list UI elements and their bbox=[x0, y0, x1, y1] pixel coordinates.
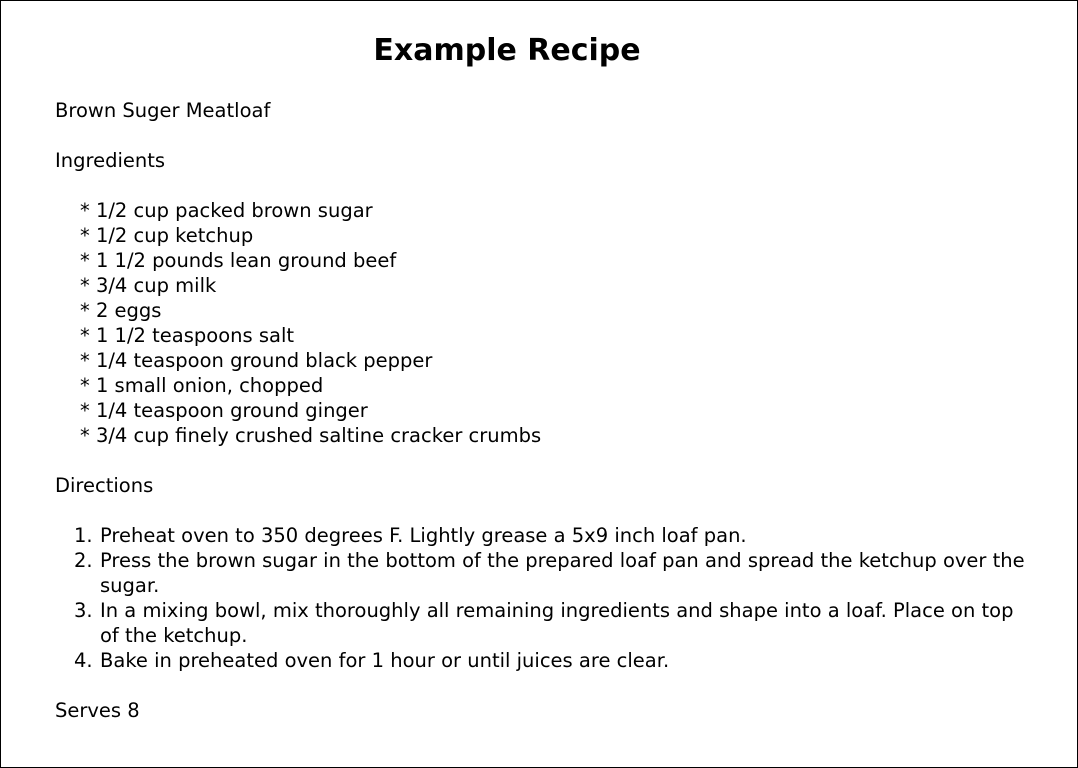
spacer bbox=[55, 173, 1025, 198]
spacer bbox=[55, 123, 1025, 148]
ingredient-item: * 1/2 cup ketchup bbox=[80, 224, 254, 247]
recipe-content bbox=[55, 98, 1025, 723]
directions-heading: Directions bbox=[55, 474, 154, 497]
spacer bbox=[55, 448, 1025, 473]
step-text: Press the brown sugar in the bottom of the prepared loaf pan and spread the ketchup over the sugar. bbox=[100, 549, 1025, 597]
recipe-name: Brown Suger Meatloaf bbox=[55, 99, 271, 122]
spacer bbox=[55, 673, 1025, 698]
step-number: 1. bbox=[74, 524, 93, 547]
step-text: Preheat oven to 350 degrees F. Lightly grease a 5x9 inch loaf pan. bbox=[100, 524, 747, 547]
document-title: Example Recipe bbox=[373, 33, 641, 68]
direction-step bbox=[55, 548, 1025, 598]
ingredient-item: * 3/4 cup milk bbox=[80, 274, 217, 297]
step-number: 3. bbox=[74, 599, 93, 622]
directions-list bbox=[55, 523, 1025, 673]
step-number: 2. bbox=[74, 549, 93, 572]
ingredients-heading: Ingredients bbox=[55, 149, 166, 172]
serves-text: Serves 8 bbox=[55, 699, 140, 722]
ingredient-item: * 1/4 teaspoon ground ginger bbox=[80, 399, 368, 422]
direction-step bbox=[55, 648, 1025, 673]
ingredient-item: * 1 1/2 teaspoons salt bbox=[80, 324, 295, 347]
step-text: In a mixing bowl, mix thoroughly all remaining ingredients and shape into a loaf. Place on top of the ketchup. bbox=[100, 599, 1014, 647]
spacer bbox=[55, 498, 1025, 523]
ingredients-list bbox=[55, 198, 1025, 448]
ingredient-item: * 2 eggs bbox=[80, 299, 162, 322]
ingredient-item: * 1 small onion, chopped bbox=[80, 374, 324, 397]
ingredient-item: * 3/4 cup finely crushed saltine cracker crumbs bbox=[80, 424, 542, 447]
direction-step bbox=[55, 598, 1025, 648]
step-number: 4. bbox=[74, 649, 93, 672]
ingredient-item: * 1 1/2 pounds lean ground beef bbox=[80, 249, 397, 272]
step-text: Bake in preheated oven for 1 hour or until juices are clear. bbox=[100, 649, 670, 672]
ingredient-item: * 1/2 cup packed brown sugar bbox=[80, 199, 373, 222]
direction-step bbox=[55, 523, 1025, 548]
ingredient-item: * 1/4 teaspoon ground black pepper bbox=[80, 349, 433, 372]
